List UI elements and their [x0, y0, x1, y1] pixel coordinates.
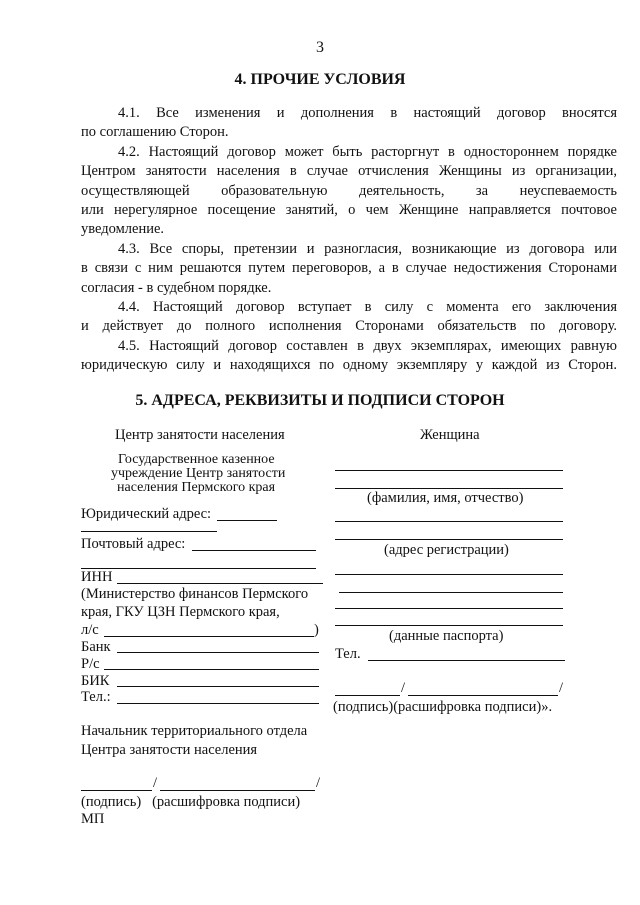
- section-4-body: [81, 104, 617, 375]
- text-line: юридическую силу и находящихся по одному экземпляру у каждой из Сторон.: [81, 357, 617, 374]
- bik-label: БИК: [81, 673, 110, 689]
- text-line: 4.4. Настоящий договор вступает в силу с момента его заключения: [118, 298, 617, 315]
- reg-address-line-2: [335, 539, 563, 540]
- legal-address-line: [217, 520, 277, 521]
- left-party-title: Центр занятости населения: [115, 427, 285, 443]
- text-line: по соглашению Сторон.: [81, 124, 229, 141]
- passport-line-3: [335, 608, 563, 609]
- rs-line: [104, 669, 319, 670]
- head-title-line2: Центра занятости населения: [81, 742, 258, 758]
- text-line: 4.3. Все споры, претензии и разногласия, возникающие из договора или: [118, 240, 617, 257]
- right-party-title: Женщина: [420, 427, 480, 443]
- text-line: или нерегулярное посещение занятий, о чем Женщине направляется почтовое: [81, 201, 617, 218]
- ministry-line1: (Министерство финансов Пермского: [81, 586, 309, 602]
- ministry-line2: края, ГКУ ЦЗН Пермского края,: [81, 604, 280, 620]
- bank-line: [117, 652, 319, 653]
- inn-line: [117, 583, 323, 584]
- legal-address-line-2: [81, 531, 217, 532]
- org-name-line3: населения Пермского края: [117, 480, 276, 495]
- left-sig-slash-1: /: [153, 775, 158, 791]
- right-signature-name-line: [408, 695, 558, 696]
- page-number: 3: [316, 39, 324, 56]
- text-line: согласия - в судебном порядке.: [81, 279, 272, 296]
- text-line: осуществляющей образовательную деятельность, за неуспеваемость: [81, 182, 617, 199]
- text-line: и действует до полного исполнения Сторонами обязательств по договору.: [81, 318, 617, 335]
- passport-line-1: [335, 574, 563, 575]
- passport-line-4: [335, 625, 563, 626]
- section-5-title: 5. АДРЕСА, РЕКВИЗИТЫ И ПОДПИСИ СТОРОН: [135, 392, 505, 409]
- tel-label: Тел.:: [81, 689, 111, 705]
- right-sig-slash-1: /: [401, 680, 406, 696]
- left-sig-slash-2: /: [316, 775, 321, 791]
- right-sig-slash-2: /: [559, 680, 564, 696]
- section-4-title: 4. ПРОЧИЕ УСЛОВИЯ: [234, 71, 406, 88]
- tel-line: [117, 703, 319, 704]
- left-signature-line: [81, 790, 152, 791]
- text-line: 4.2. Настоящий договор может быть расторгнут в одностороннем порядке: [118, 143, 617, 160]
- text-line: 4.1. Все изменения и дополнения в настоящий договор вносятся: [118, 105, 617, 121]
- fio-line-1: [335, 470, 563, 471]
- inn-label: ИНН: [81, 569, 113, 585]
- fio-line-2: [335, 488, 563, 489]
- left-signature-labels: (подпись) (расшифровка подписи): [81, 794, 301, 810]
- legal-address-label: Юридический адрес:: [81, 506, 212, 522]
- reg-address-caption: (адрес регистрации): [384, 542, 509, 558]
- org-name-line2: учреждение Центр занятости: [111, 466, 286, 481]
- postal-address-line: [192, 550, 316, 551]
- account-ls-close: ): [314, 622, 319, 638]
- bank-label: Банк: [81, 639, 111, 655]
- text-line: Центром занятости населения в случае отчисления Женщины из организации,: [81, 163, 617, 180]
- postal-address-line-2: [81, 568, 316, 569]
- reg-address-line-1: [335, 521, 563, 522]
- account-ls-label: л/с: [81, 622, 99, 638]
- passport-caption: (данные паспорта): [389, 628, 504, 644]
- text-line: уведомление.: [81, 221, 165, 238]
- left-signature-name-line: [160, 790, 315, 791]
- right-signature-labels: (подпись)(расшифровка подписи)».: [333, 699, 553, 715]
- fio-caption: (фамилия, имя, отчество): [367, 490, 524, 506]
- account-ls-line: [104, 636, 314, 637]
- right-tel-label: Тел.: [335, 646, 361, 662]
- right-signature-line: [335, 695, 400, 696]
- postal-address-label: Почтовый адрес:: [81, 536, 186, 552]
- text-line: 4.5. Настоящий договор составлен в двух экземплярах, имеющих равную: [118, 337, 617, 354]
- org-name-line1: Государственное казенное: [118, 452, 275, 467]
- rs-label: Р/с: [81, 656, 100, 672]
- right-tel-line: [368, 660, 565, 661]
- passport-line-2: [339, 592, 563, 593]
- bik-line: [117, 686, 319, 687]
- stamp-label: МП: [81, 811, 105, 827]
- text-line: в связи с ним решаются путем переговоров, а в случае недостижения Сторонами: [81, 260, 617, 277]
- head-title-line1: Начальник территориального отдела: [81, 723, 308, 739]
